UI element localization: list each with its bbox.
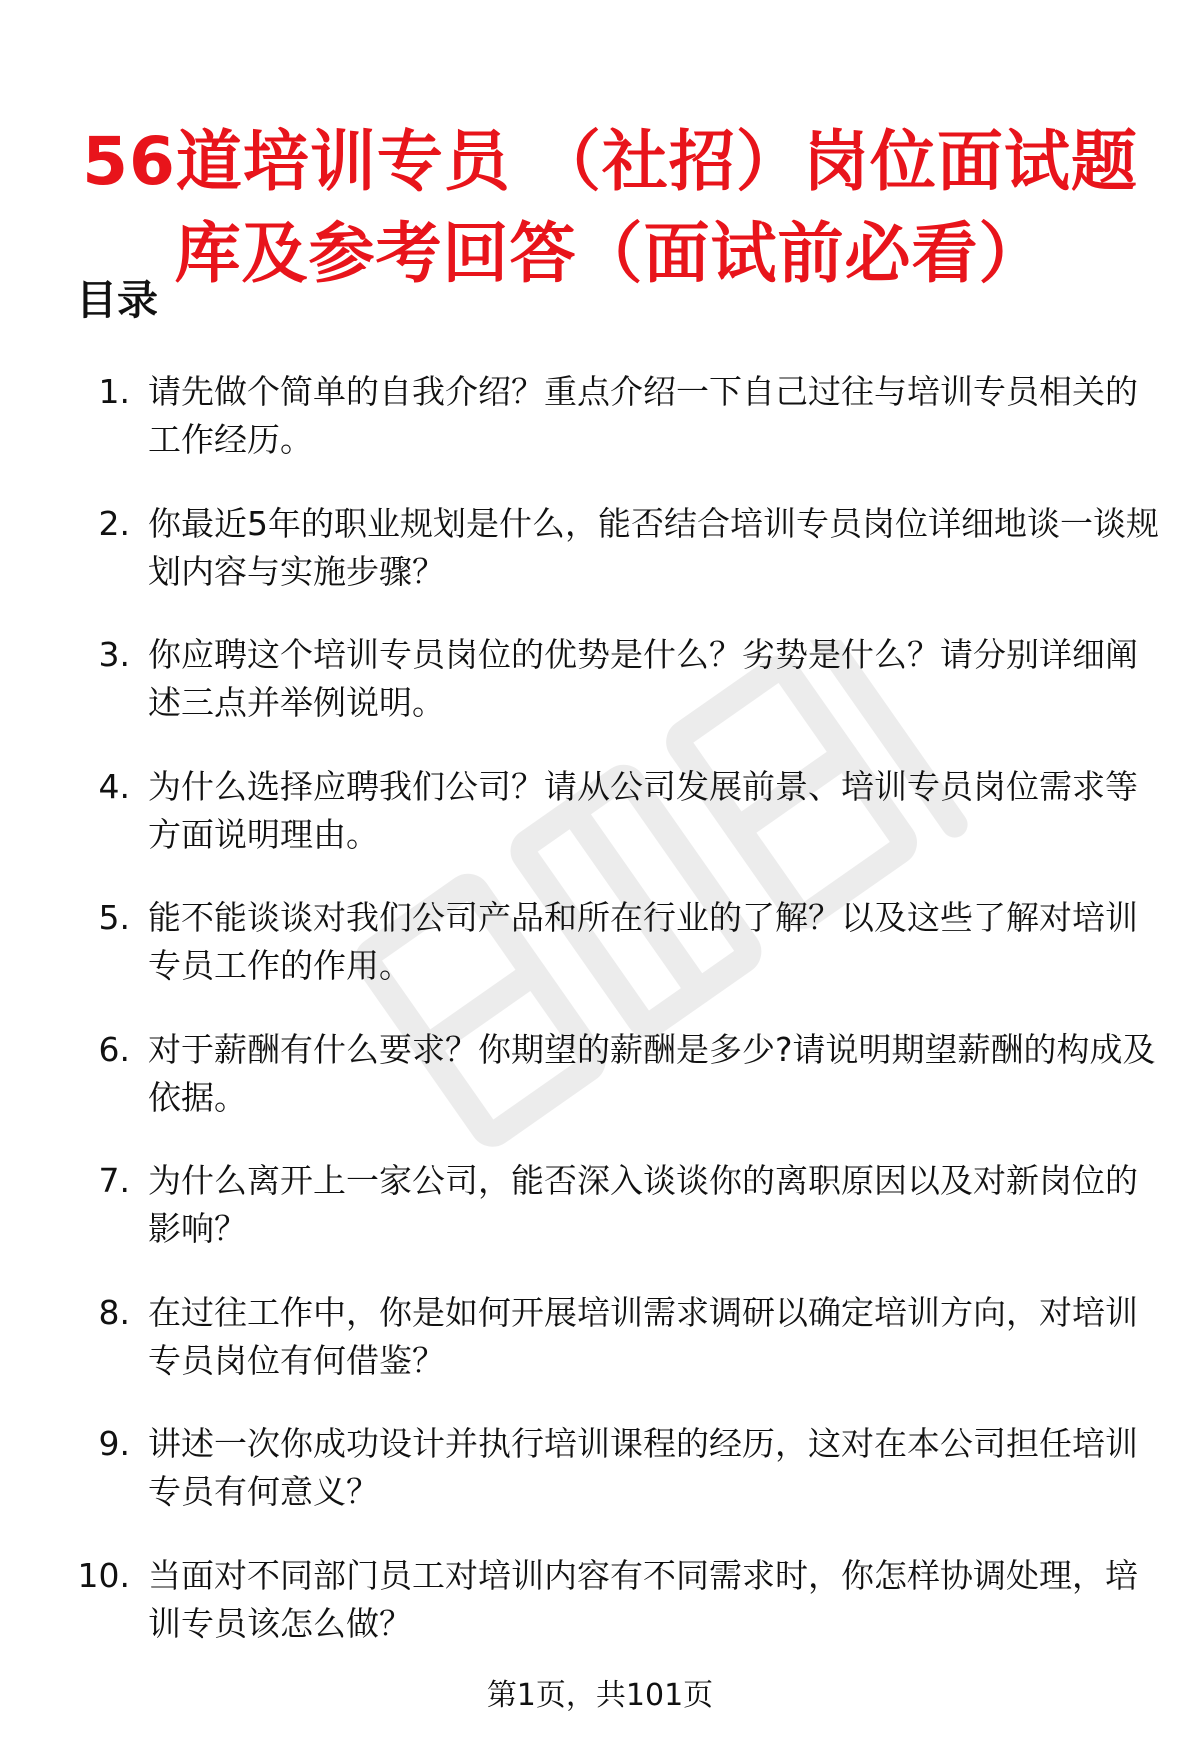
toc-item-text: 对于薪酬有什么要求？你期望的薪酬是多少?请说明期望薪酬的构成及依据。 bbox=[148, 1029, 1156, 1117]
toc-item-number: 3. bbox=[98, 635, 130, 674]
toc-item-number: 9. bbox=[98, 1424, 130, 1463]
toc-item-number: 1. bbox=[98, 372, 130, 411]
toc-item-text: 为什么选择应聘我们公司？请从公司发展前景、培训专员岗位需求等方面说明理由。 bbox=[148, 766, 1138, 854]
toc-item-number: 2. bbox=[98, 503, 130, 543]
toc-item[interactable] bbox=[50, 631, 1160, 763]
toc-item-number: 4. bbox=[98, 766, 130, 806]
toc-item[interactable] bbox=[50, 368, 1160, 500]
toc-item-number: 7. bbox=[98, 1161, 130, 1200]
toc-list bbox=[50, 368, 1160, 1683]
toc-item-number: 6. bbox=[98, 1029, 130, 1069]
toc-item-text: 请先做个简单的自我介绍？重点介绍一下自己过往与培训专员相关的工作经历。 bbox=[148, 372, 1138, 459]
toc-item-text: 能不能谈谈对我们公司产品和所在行业的了解？以及这些了解对培训专员工作的作用。 bbox=[148, 898, 1138, 985]
toc-item-number: 8. bbox=[98, 1292, 130, 1332]
toc-item-number: 10. bbox=[77, 1555, 130, 1595]
toc-item-text: 当面对不同部门员工对培训内容有不同需求时，你怎样协调处理，培训专员该怎么做？ bbox=[148, 1555, 1138, 1643]
toc-item[interactable] bbox=[50, 1289, 1160, 1421]
toc-item-text: 讲述一次你成功设计并执行培训课程的经历，这对在本公司担任培训专员有何意义？ bbox=[148, 1424, 1138, 1511]
document-title: 56道培训专员 （社招）岗位面试题库及参考回答（面试前必看） bbox=[82, 123, 1138, 293]
toc-item-number: 5. bbox=[98, 898, 130, 937]
toc-item-text: 你最近5年的职业规划是什么，能否结合培训专员岗位详细地谈一谈规划内容与实施步骤？ bbox=[148, 503, 1159, 591]
toc-item[interactable] bbox=[50, 1552, 1160, 1684]
toc-item[interactable] bbox=[50, 894, 1160, 1026]
toc-item[interactable] bbox=[50, 763, 1160, 895]
toc-item[interactable] bbox=[50, 1157, 1160, 1289]
toc-item[interactable] bbox=[50, 1420, 1160, 1552]
toc-item[interactable] bbox=[50, 500, 1160, 632]
toc-heading: 目录 bbox=[76, 276, 158, 324]
toc-item[interactable] bbox=[50, 1026, 1160, 1158]
toc-item-text: 为什么离开上一家公司，能否深入谈谈你的离职原因以及对新岗位的影响？ bbox=[148, 1161, 1138, 1248]
toc-item-text: 在过往工作中，你是如何开展培训需求调研以确定培训方向，对培训专员岗位有何借鉴？ bbox=[148, 1292, 1138, 1380]
page-footer: 第1页，共101页 bbox=[486, 1678, 714, 1713]
toc-item-text: 你应聘这个培训专员岗位的优势是什么？劣势是什么？请分别详细阐述三点并举例说明。 bbox=[148, 635, 1138, 722]
